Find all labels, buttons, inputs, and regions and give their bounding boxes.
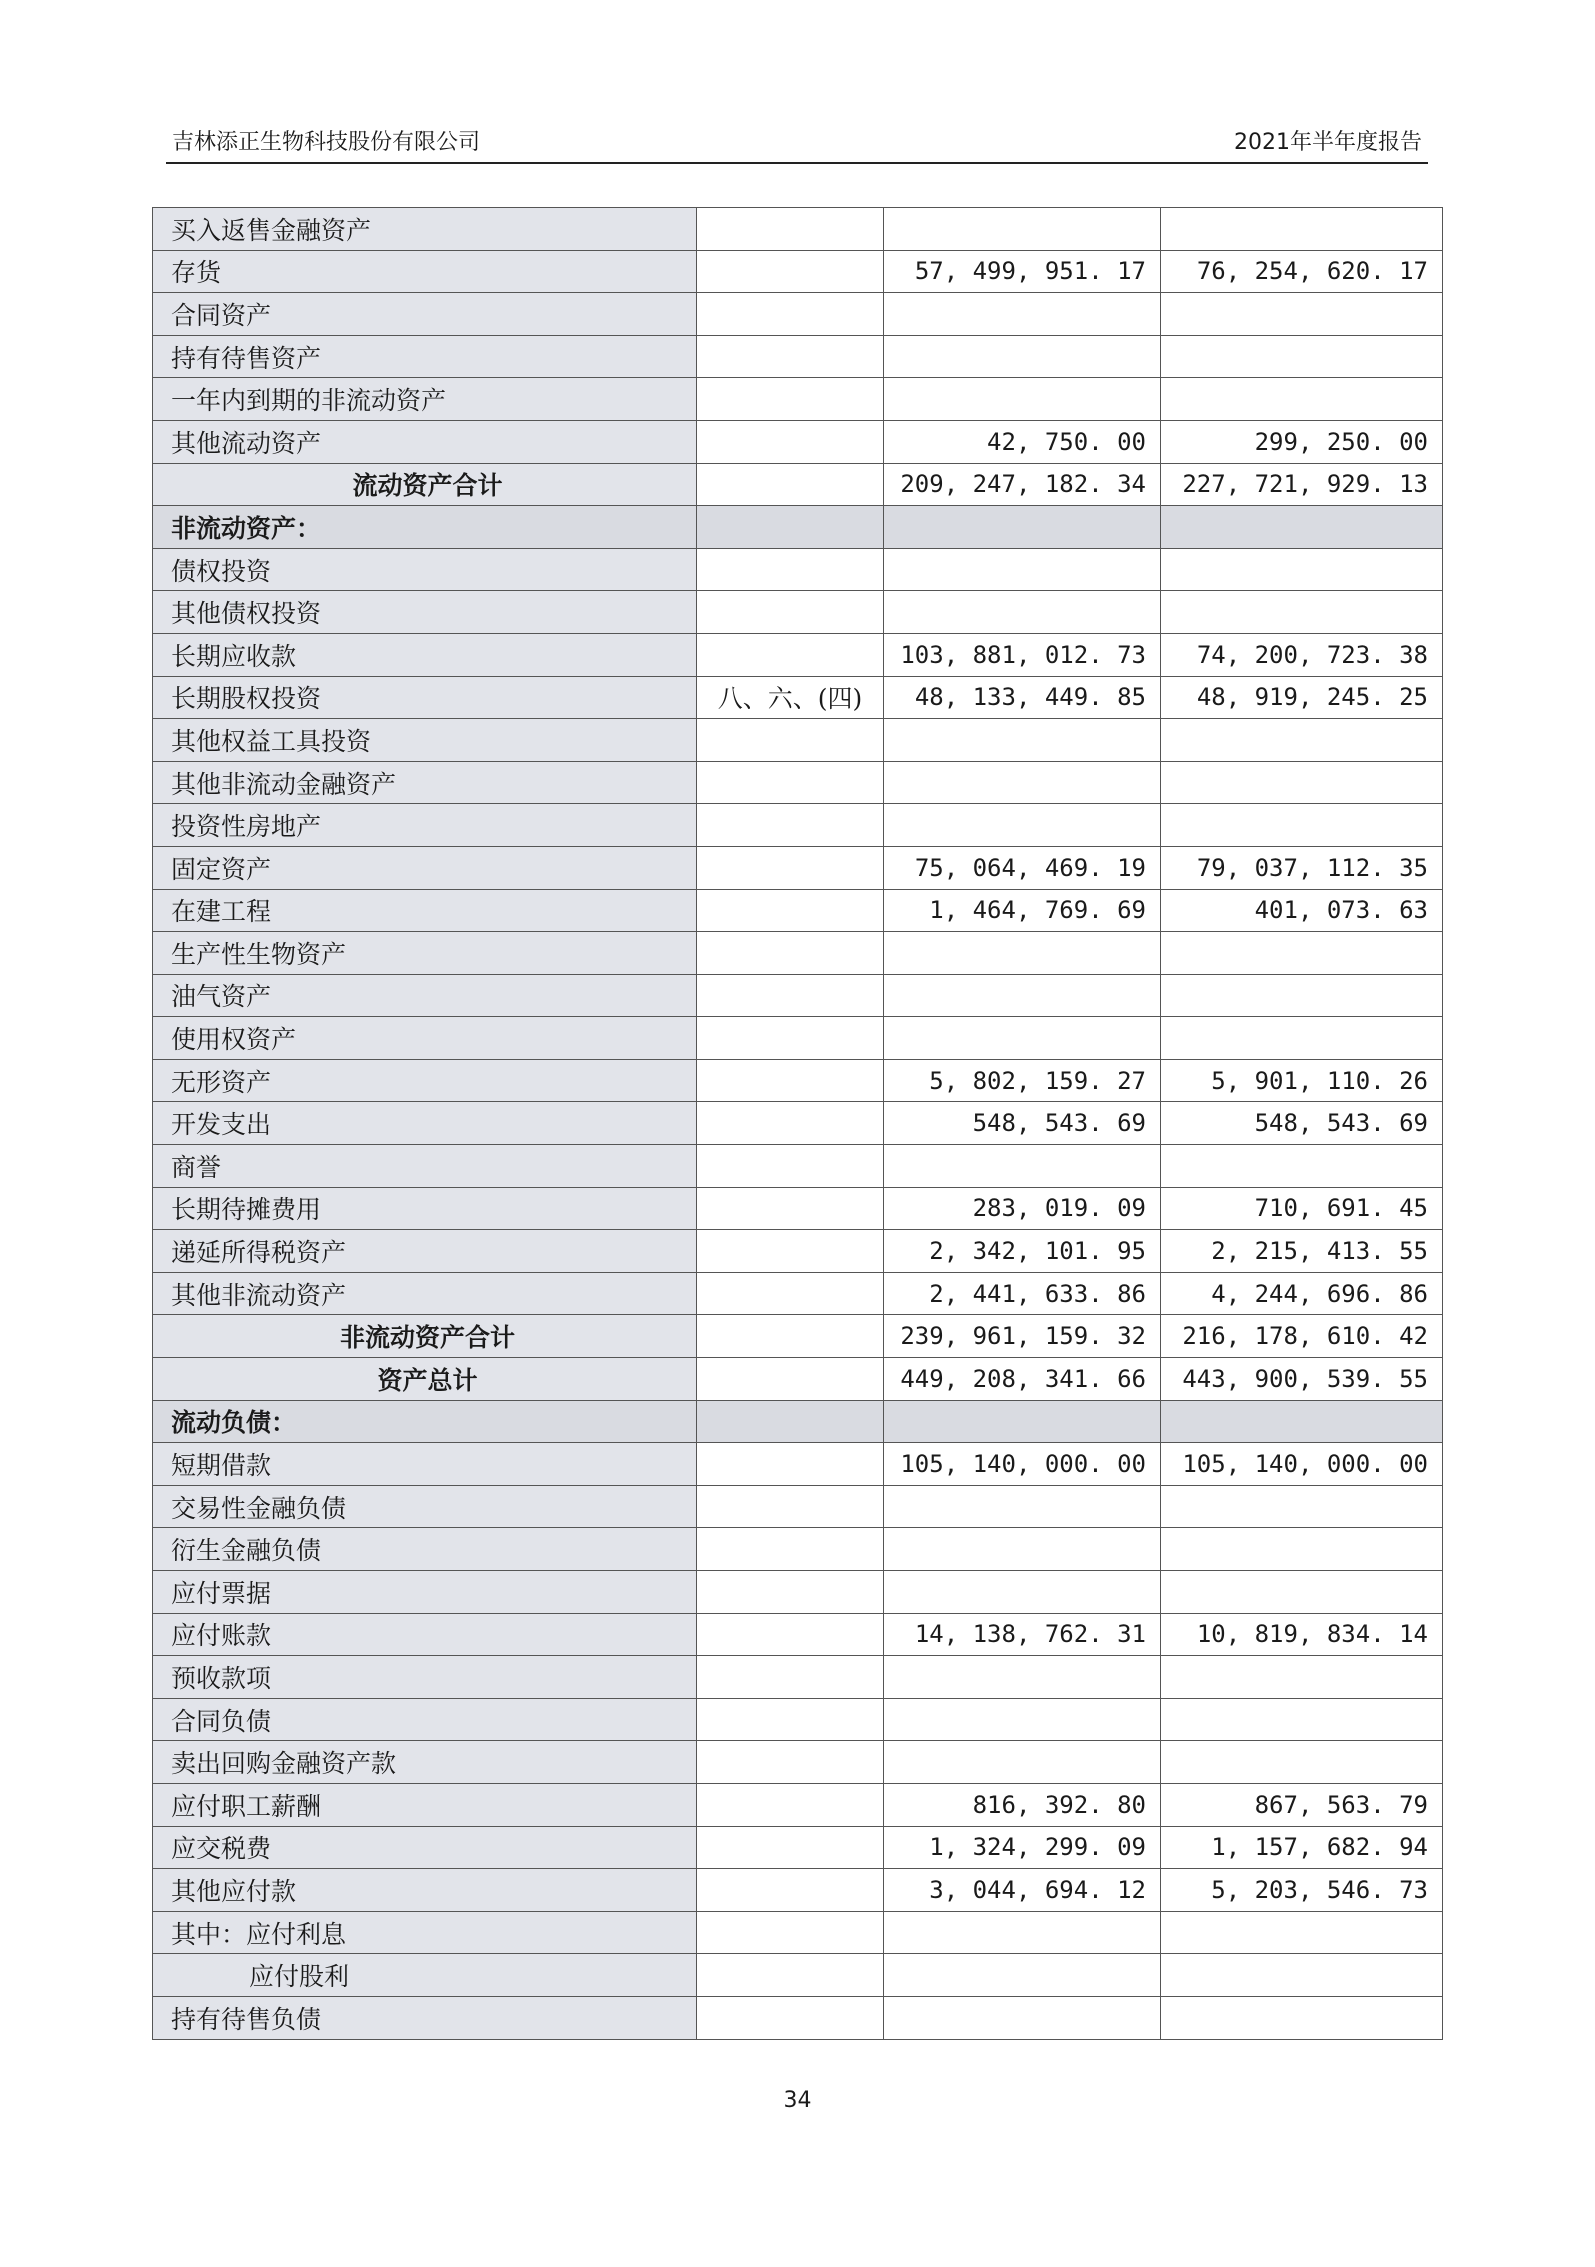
table-row [153, 335, 1443, 378]
total-row [153, 463, 1443, 506]
item-cell: 持有待售资产 [153, 335, 697, 378]
note-cell [697, 804, 884, 847]
prior-period-cell [1161, 1571, 1443, 1614]
item-cell: 应付账款 [153, 1613, 697, 1656]
page-number: 34 [783, 2088, 812, 2113]
current-period-cell: 1, 464, 769. 69 [884, 889, 1161, 932]
table-row [153, 676, 1443, 719]
note-cell [697, 1783, 884, 1826]
item-cell: 流动资产合计 [153, 463, 697, 506]
prior-period-cell: 299, 250. 00 [1161, 420, 1443, 463]
item-cell: 其中：应付利息 [153, 1911, 697, 1954]
prior-period-cell [1161, 1145, 1443, 1188]
current-period-cell: 449, 208, 341. 66 [884, 1358, 1161, 1401]
prior-period-cell: 443, 900, 539. 55 [1161, 1358, 1443, 1401]
current-period-cell: 2, 441, 633. 86 [884, 1272, 1161, 1315]
note-cell [697, 1358, 884, 1401]
note-cell [697, 1017, 884, 1060]
table-row [153, 719, 1443, 762]
note-cell [697, 420, 884, 463]
current-period-cell [884, 1485, 1161, 1528]
current-period-cell [884, 1145, 1161, 1188]
report-title: 2021年半年度报告 [1234, 130, 1422, 155]
current-period-cell: 816, 392. 80 [884, 1783, 1161, 1826]
table-row [153, 1102, 1443, 1145]
note-cell [697, 1443, 884, 1486]
note-cell [697, 1485, 884, 1528]
prior-period-cell [1161, 974, 1443, 1017]
table-row [153, 293, 1443, 336]
item-cell: 长期待摊费用 [153, 1187, 697, 1230]
table-row [153, 633, 1443, 676]
table-row [153, 1145, 1443, 1188]
item-cell: 其他流动资产 [153, 420, 697, 463]
total-row [153, 1315, 1443, 1358]
note-cell [697, 1571, 884, 1614]
current-period-cell [884, 1698, 1161, 1741]
table-row [153, 1485, 1443, 1528]
prior-period-cell [1161, 1911, 1443, 1954]
current-period-cell: 283, 019. 09 [884, 1187, 1161, 1230]
section-row [153, 1400, 1443, 1443]
current-period-cell: 103, 881, 012. 73 [884, 633, 1161, 676]
section-row [153, 506, 1443, 549]
item-cell: 非流动资产： [153, 506, 697, 549]
note-cell [697, 633, 884, 676]
note-cell [697, 335, 884, 378]
item-cell: 卖出回购金融资产款 [153, 1741, 697, 1784]
note-cell [697, 846, 884, 889]
prior-period-cell [1161, 506, 1443, 549]
note-cell [697, 463, 884, 506]
total-row [153, 1358, 1443, 1401]
note-cell [697, 1187, 884, 1230]
current-period-cell [884, 1017, 1161, 1060]
current-period-cell: 548, 543. 69 [884, 1102, 1161, 1145]
item-cell: 商誉 [153, 1145, 697, 1188]
prior-period-cell [1161, 1528, 1443, 1571]
item-cell: 应付股利 [153, 1954, 697, 1997]
note-cell [697, 1059, 884, 1102]
table-row [153, 1187, 1443, 1230]
prior-period-cell [1161, 548, 1443, 591]
table-row [153, 1954, 1443, 1997]
current-period-cell: 75, 064, 469. 19 [884, 846, 1161, 889]
table-row [153, 1443, 1443, 1486]
item-cell: 合同负债 [153, 1698, 697, 1741]
prior-period-cell: 710, 691. 45 [1161, 1187, 1443, 1230]
item-cell: 其他非流动资产 [153, 1272, 697, 1315]
note-cell [697, 1528, 884, 1571]
prior-period-cell [1161, 804, 1443, 847]
current-period-cell [884, 1400, 1161, 1443]
item-cell: 开发支出 [153, 1102, 697, 1145]
table-row [153, 1698, 1443, 1741]
note-cell [697, 506, 884, 549]
note-cell [697, 1698, 884, 1741]
table-row [153, 1272, 1443, 1315]
prior-period-cell [1161, 1698, 1443, 1741]
item-cell: 短期借款 [153, 1443, 697, 1486]
prior-period-cell: 548, 543. 69 [1161, 1102, 1443, 1145]
table-row [153, 1996, 1443, 2039]
table-row [153, 889, 1443, 932]
current-period-cell [884, 1954, 1161, 1997]
prior-period-cell [1161, 335, 1443, 378]
current-period-cell: 48, 133, 449. 85 [884, 676, 1161, 719]
prior-period-cell: 227, 721, 929. 13 [1161, 463, 1443, 506]
prior-period-cell [1161, 719, 1443, 762]
current-period-cell: 1, 324, 299. 09 [884, 1826, 1161, 1869]
current-period-cell: 5, 802, 159. 27 [884, 1059, 1161, 1102]
item-cell: 债权投资 [153, 548, 697, 591]
item-cell: 其他债权投资 [153, 591, 697, 634]
note-cell [697, 1741, 884, 1784]
prior-period-cell: 48, 919, 245. 25 [1161, 676, 1443, 719]
current-period-cell: 3, 044, 694. 12 [884, 1869, 1161, 1912]
item-cell: 递延所得税资产 [153, 1230, 697, 1273]
current-period-cell [884, 548, 1161, 591]
current-period-cell [884, 1911, 1161, 1954]
current-period-cell [884, 506, 1161, 549]
note-cell [697, 1272, 884, 1315]
table-row [153, 1826, 1443, 1869]
item-cell: 油气资产 [153, 974, 697, 1017]
prior-period-cell [1161, 591, 1443, 634]
item-cell: 预收款项 [153, 1656, 697, 1699]
prior-period-cell [1161, 293, 1443, 336]
item-cell: 其他非流动金融资产 [153, 761, 697, 804]
prior-period-cell: 4, 244, 696. 86 [1161, 1272, 1443, 1315]
current-period-cell [884, 804, 1161, 847]
prior-period-cell [1161, 1656, 1443, 1699]
prior-period-cell [1161, 208, 1443, 251]
table-row [153, 932, 1443, 975]
prior-period-cell [1161, 1485, 1443, 1528]
current-period-cell [884, 208, 1161, 251]
table-row [153, 1783, 1443, 1826]
current-period-cell: 57, 499, 951. 17 [884, 250, 1161, 293]
table-row [153, 1869, 1443, 1912]
prior-period-cell: 5, 901, 110. 26 [1161, 1059, 1443, 1102]
item-cell: 投资性房地产 [153, 804, 697, 847]
current-period-cell: 209, 247, 182. 34 [884, 463, 1161, 506]
prior-period-cell [1161, 1954, 1443, 1997]
table-row [153, 1911, 1443, 1954]
prior-period-cell: 216, 178, 610. 42 [1161, 1315, 1443, 1358]
note-cell [697, 1954, 884, 1997]
note-cell [697, 1102, 884, 1145]
table-row [153, 1741, 1443, 1784]
table-row [153, 378, 1443, 421]
current-period-cell [884, 591, 1161, 634]
prior-period-cell: 401, 073. 63 [1161, 889, 1443, 932]
note-cell [697, 761, 884, 804]
prior-period-cell: 5, 203, 546. 73 [1161, 1869, 1443, 1912]
item-cell: 生产性生物资产 [153, 932, 697, 975]
item-cell: 使用权资产 [153, 1017, 697, 1060]
current-period-cell: 42, 750. 00 [884, 420, 1161, 463]
item-cell: 长期股权投资 [153, 676, 697, 719]
item-cell: 流动负债： [153, 1400, 697, 1443]
prior-period-cell [1161, 1017, 1443, 1060]
prior-period-cell [1161, 1741, 1443, 1784]
table-row [153, 804, 1443, 847]
current-period-cell [884, 378, 1161, 421]
prior-period-cell: 76, 254, 620. 17 [1161, 250, 1443, 293]
current-period-cell [884, 1571, 1161, 1614]
note-cell [697, 250, 884, 293]
current-period-cell [884, 719, 1161, 762]
note-cell [697, 1996, 884, 2039]
item-cell: 一年内到期的非流动资产 [153, 378, 697, 421]
current-period-cell [884, 1741, 1161, 1784]
item-cell: 持有待售负债 [153, 1996, 697, 2039]
prior-period-cell: 10, 819, 834. 14 [1161, 1613, 1443, 1656]
prior-period-cell: 867, 563. 79 [1161, 1783, 1443, 1826]
current-period-cell [884, 335, 1161, 378]
note-cell [697, 719, 884, 762]
table-row [153, 846, 1443, 889]
note-cell [697, 591, 884, 634]
current-period-cell [884, 932, 1161, 975]
item-cell: 应交税费 [153, 1826, 697, 1869]
current-period-cell [884, 1528, 1161, 1571]
current-period-cell [884, 1996, 1161, 2039]
item-cell: 合同资产 [153, 293, 697, 336]
table-row [153, 1059, 1443, 1102]
current-period-cell: 105, 140, 000. 00 [884, 1443, 1161, 1486]
note-cell [697, 974, 884, 1017]
item-cell: 其他权益工具投资 [153, 719, 697, 762]
prior-period-cell [1161, 1400, 1443, 1443]
table-row [153, 1613, 1443, 1656]
note-cell [697, 1911, 884, 1954]
table-row [153, 1528, 1443, 1571]
prior-period-cell: 105, 140, 000. 00 [1161, 1443, 1443, 1486]
note-cell [697, 1869, 884, 1912]
prior-period-cell: 1, 157, 682. 94 [1161, 1826, 1443, 1869]
prior-period-cell: 2, 215, 413. 55 [1161, 1230, 1443, 1273]
note-cell [697, 1145, 884, 1188]
item-cell: 其他应付款 [153, 1869, 697, 1912]
table-row [153, 761, 1443, 804]
balance-sheet-table [152, 207, 1443, 2040]
current-period-cell [884, 1656, 1161, 1699]
note-cell [697, 1230, 884, 1273]
page-header [166, 118, 1428, 164]
table-row [153, 1017, 1443, 1060]
item-cell: 资产总计 [153, 1358, 697, 1401]
table-row [153, 591, 1443, 634]
item-cell: 无形资产 [153, 1059, 697, 1102]
current-period-cell [884, 761, 1161, 804]
item-cell: 长期应收款 [153, 633, 697, 676]
prior-period-cell [1161, 761, 1443, 804]
table-row [153, 1656, 1443, 1699]
item-cell: 在建工程 [153, 889, 697, 932]
table-row [153, 250, 1443, 293]
item-cell: 存货 [153, 250, 697, 293]
item-cell: 固定资产 [153, 846, 697, 889]
note-cell [697, 293, 884, 336]
prior-period-cell [1161, 1996, 1443, 2039]
note-cell [697, 378, 884, 421]
current-period-cell: 2, 342, 101. 95 [884, 1230, 1161, 1273]
item-cell: 衍生金融负债 [153, 1528, 697, 1571]
company-name: 吉林添正生物科技股份有限公司 [172, 130, 481, 155]
note-cell [697, 1400, 884, 1443]
table-row [153, 420, 1443, 463]
table-row [153, 548, 1443, 591]
note-cell [697, 1826, 884, 1869]
table-row [153, 208, 1443, 251]
item-cell: 买入返售金融资产 [153, 208, 697, 251]
note-cell [697, 932, 884, 975]
prior-period-cell [1161, 932, 1443, 975]
table-row [153, 974, 1443, 1017]
current-period-cell [884, 974, 1161, 1017]
prior-period-cell: 79, 037, 112. 35 [1161, 846, 1443, 889]
prior-period-cell: 74, 200, 723. 38 [1161, 633, 1443, 676]
current-period-cell: 14, 138, 762. 31 [884, 1613, 1161, 1656]
current-period-cell [884, 293, 1161, 336]
note-cell [697, 1656, 884, 1699]
note-cell [697, 208, 884, 251]
current-period-cell: 239, 961, 159. 32 [884, 1315, 1161, 1358]
note-cell [697, 889, 884, 932]
item-cell: 非流动资产合计 [153, 1315, 697, 1358]
note-cell: 八、六、(四) [697, 676, 884, 719]
item-cell: 应付票据 [153, 1571, 697, 1614]
item-cell: 应付职工薪酬 [153, 1783, 697, 1826]
prior-period-cell [1161, 378, 1443, 421]
table-row [153, 1571, 1443, 1614]
note-cell [697, 1315, 884, 1358]
table-row [153, 1230, 1443, 1273]
note-cell [697, 548, 884, 591]
note-cell [697, 1613, 884, 1656]
item-cell: 交易性金融负债 [153, 1485, 697, 1528]
